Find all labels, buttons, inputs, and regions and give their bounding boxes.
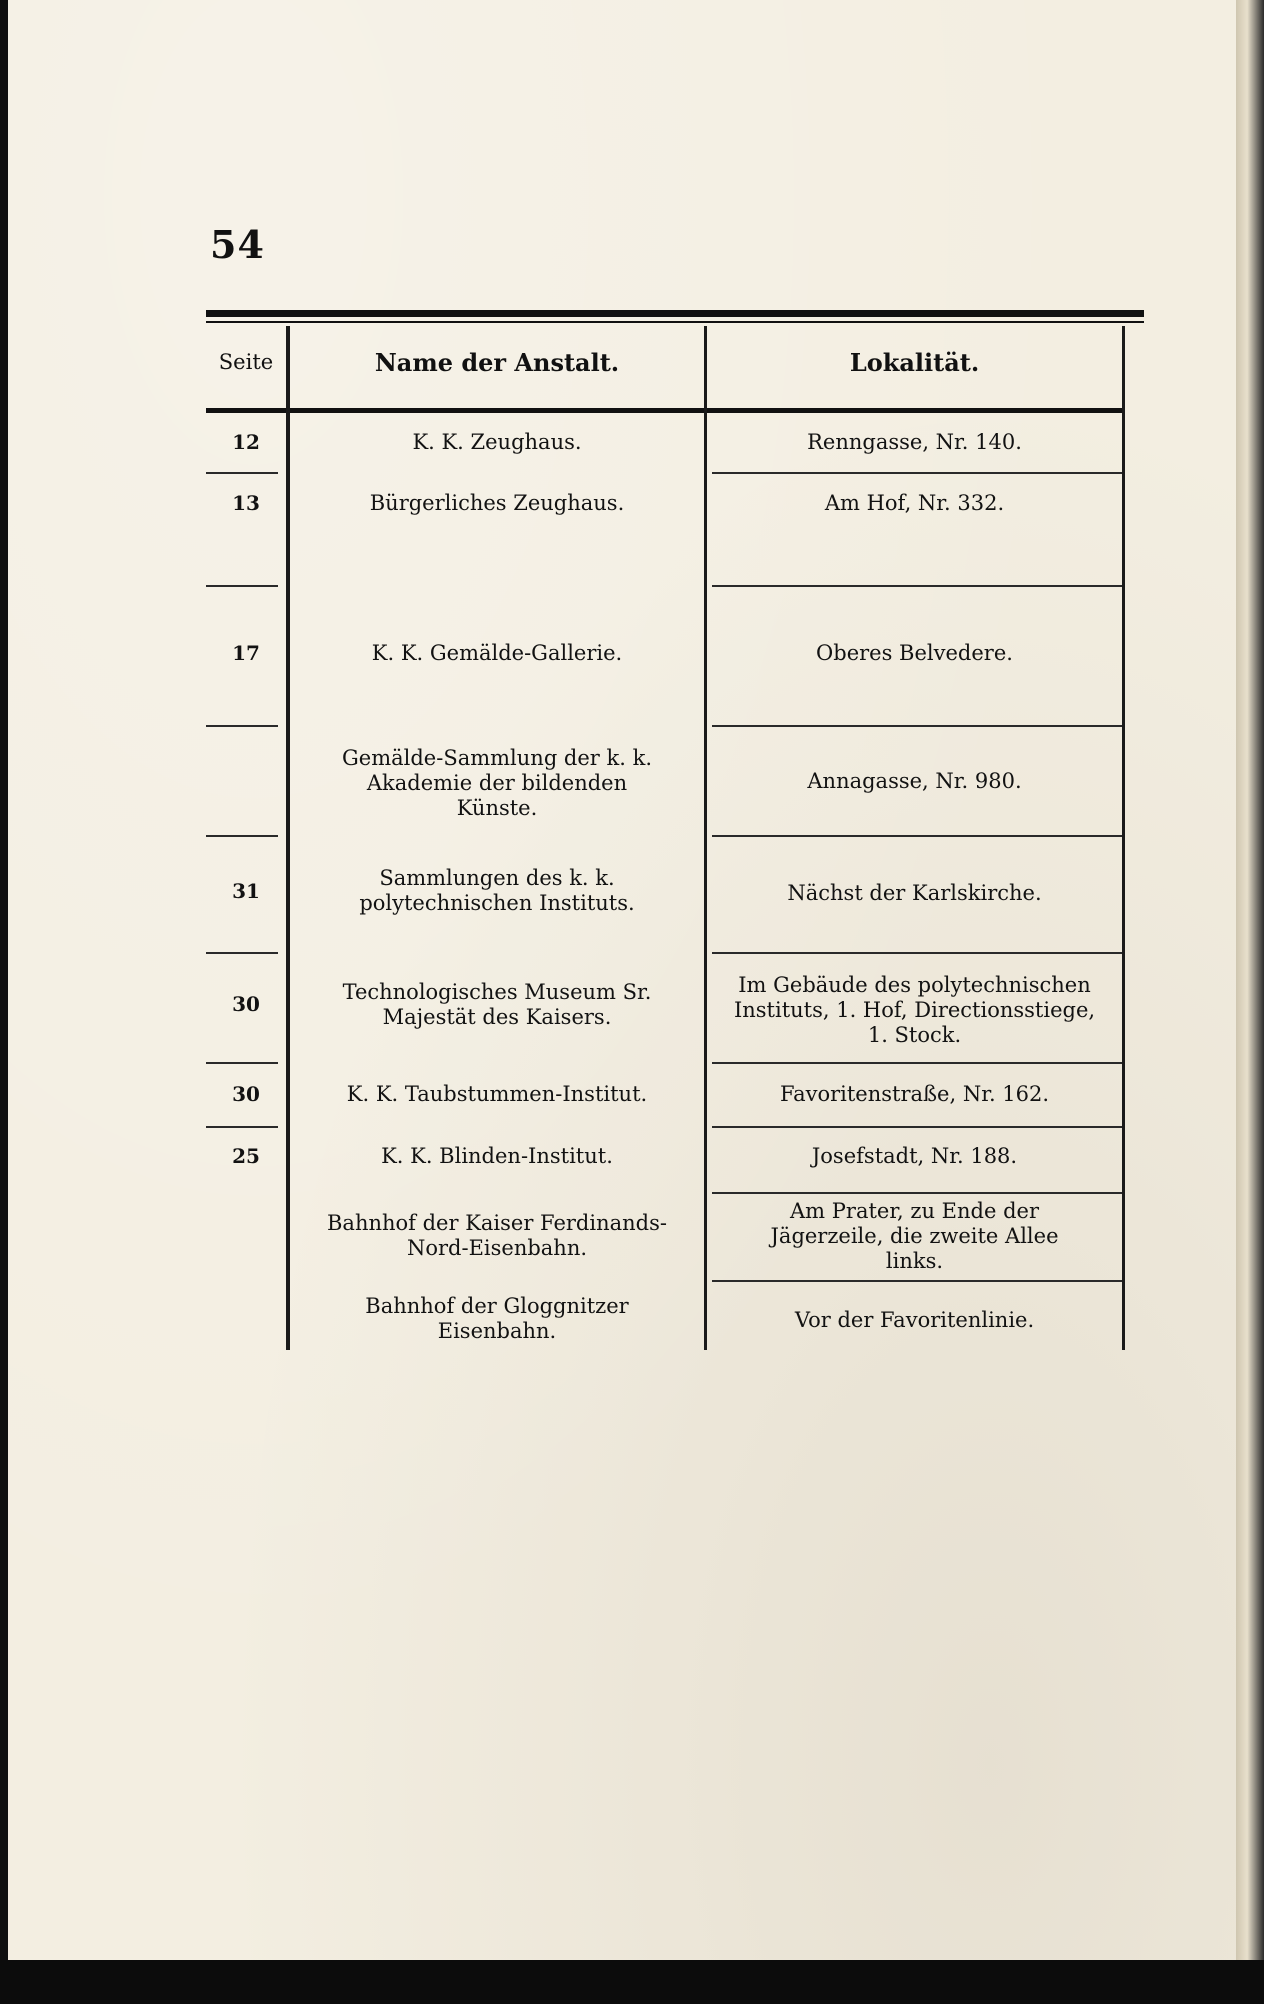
row-separator (206, 585, 278, 587)
row-8-name (296, 1066, 698, 1122)
header-name: Name der Anstalt. (374, 348, 620, 377)
row-8-seite-text: 30 (232, 1081, 260, 1106)
row-11-lokalitaet-text: Vor der Favoritenlinie. (794, 1307, 1035, 1332)
row-7-seite (206, 975, 286, 1033)
row-7-name (300, 962, 694, 1048)
row-2-seite-text: 13 (232, 490, 260, 515)
row-10-lokalitaet-text: Am Prater, zu Ende der Jägerzeile, die zweite Allee links. (770, 1198, 1059, 1273)
row-7-lokalitaet-text: Im Gebäude des polytechnischen Instituts, 1. Hof, Directionsstiege, 1. Stock. (733, 972, 1096, 1047)
header-lokalitaet: Lokalität. (849, 348, 980, 377)
row-1-seite-text: 12 (232, 429, 260, 454)
row-7-seite-text: 30 (232, 991, 260, 1016)
row-9-lokalitaet (712, 1128, 1117, 1184)
row-1-name (296, 413, 698, 471)
row-6-lokalitaet (712, 864, 1117, 922)
row-3-lokalitaet (712, 540, 1117, 580)
row-6-name-text: Sammlungen des k. k. polytechnischen Instituts. (359, 866, 635, 915)
row-9-name (296, 1128, 698, 1184)
row-1-lokalitaet-text: Renngasse, Nr. 140. (807, 429, 1022, 454)
row-2-seite (206, 474, 286, 532)
row-5-lokalitaet-text: Annagasse, Nr. 980. (807, 768, 1022, 793)
table-right-border (1122, 326, 1125, 1350)
row-8-lokalitaet-text: Favoritenstraße, Nr. 162. (779, 1081, 1050, 1106)
row-2-lokalitaet (712, 474, 1117, 532)
header-seite: Seite (218, 350, 274, 374)
row-separator (712, 1062, 1122, 1064)
column-divider-2 (704, 326, 707, 1350)
row-11-lokalitaet (712, 1290, 1117, 1350)
row-separator (206, 835, 278, 837)
row-1-lokalitaet (712, 413, 1117, 471)
row-2-lokalitaet-text: Am Hof, Nr. 332. (824, 490, 1005, 515)
row-4-name-text: K. K. Gemälde-Gallerie. (371, 640, 623, 665)
row-10-name (300, 1196, 694, 1276)
row-3-seite (206, 540, 286, 580)
column-divider-1 (286, 326, 290, 1350)
row-2-name (296, 474, 698, 532)
row-11-name-text: Bahnhof der Gloggnitzer Eisenbahn. (365, 1294, 629, 1343)
row-10-name-text: Bahnhof der Kaiser Ferdinands-Nord-Eisenbahn. (327, 1211, 667, 1260)
row-9-seite-text: 25 (232, 1143, 260, 1168)
row-6-lokalitaet-text: Nächst der Karlskirche. (787, 880, 1042, 905)
row-separator (712, 1192, 1122, 1194)
row-1-seite (206, 413, 286, 471)
row-4-seite (206, 624, 286, 682)
row-9-seite (206, 1128, 286, 1184)
row-5-seite (206, 732, 286, 832)
row-separator (712, 952, 1122, 954)
row-4-lokalitaet-text: Oberes Belvedere. (816, 640, 1013, 665)
row-10-lokalitaet (712, 1196, 1117, 1276)
row-11-seite (206, 1284, 286, 1354)
row-separator (206, 1062, 278, 1064)
row-separator (206, 725, 278, 727)
top-rule-thick (206, 310, 1144, 317)
row-separator (712, 585, 1122, 587)
row-separator (206, 952, 278, 954)
row-8-lokalitaet (712, 1066, 1117, 1122)
row-1-name-text: K. K. Zeughaus. (412, 429, 582, 454)
row-10-seite (206, 1196, 286, 1276)
scan-background (0, 1960, 1264, 2004)
row-6-seite (206, 862, 286, 920)
page-number: 54 (210, 222, 265, 267)
row-separator (712, 1280, 1122, 1282)
row-6-name (300, 846, 694, 936)
row-7-name-text: Technologisches Museum Sr. Majestät des Kaisers. (342, 980, 652, 1029)
page-edge (1236, 0, 1264, 1960)
row-7-lokalitaet (712, 962, 1117, 1058)
row-9-name-text: K. K. Blinden-Institut. (381, 1143, 613, 1168)
row-5-name (300, 736, 694, 830)
row-separator (712, 835, 1122, 837)
row-6-seite-text: 31 (232, 878, 260, 903)
row-9-lokalitaet-text: Josefstadt, Nr. 188. (811, 1143, 1018, 1168)
top-rule-thin (206, 321, 1144, 323)
row-8-seite (206, 1066, 286, 1122)
row-8-name-text: K. K. Taubstummen-Institut. (346, 1081, 648, 1106)
row-5-lokalitaet (712, 752, 1117, 810)
row-4-seite-text: 17 (232, 640, 260, 665)
row-11-name (300, 1284, 694, 1354)
row-2-name-text: Bürgerliches Zeughaus. (369, 490, 625, 515)
row-4-lokalitaet (712, 624, 1117, 682)
row-3-name (296, 540, 698, 580)
row-separator (712, 725, 1122, 727)
row-4-name (296, 624, 698, 682)
row-5-name-text: Gemälde-Sammlung der k. k. Akademie der bildenden Künste. (342, 745, 652, 820)
